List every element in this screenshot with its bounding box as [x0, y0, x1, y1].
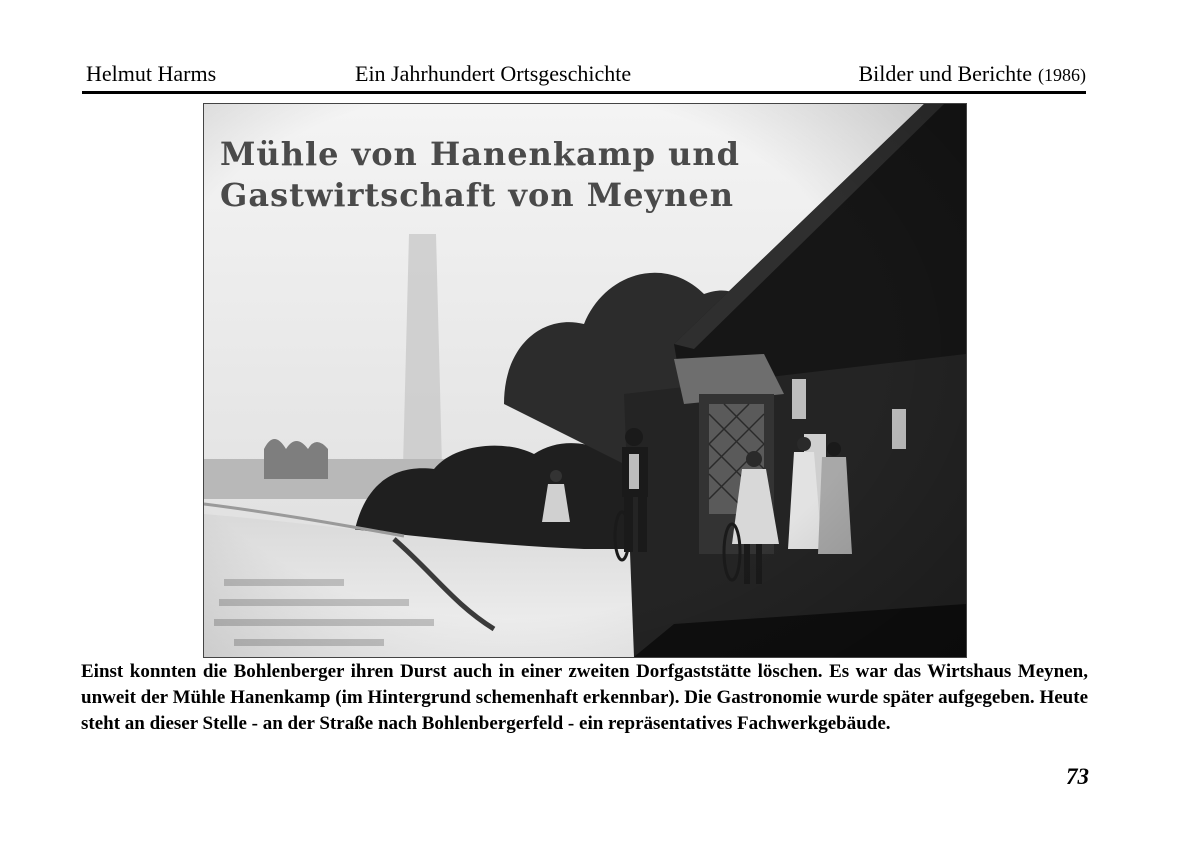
page-header: [84, 60, 1086, 90]
historic-photo: [203, 103, 967, 658]
header-year: (1986): [1038, 65, 1086, 85]
photo-title: [220, 134, 740, 216]
photo-title-line-1: Mühle von Hanenkamp und: [220, 135, 740, 173]
photo-title-line-2: Gastwirtschaft von Meynen: [220, 176, 734, 214]
header-rule: [82, 91, 1086, 94]
photo-caption: Einst konnten die Bohlenberger ihren Durst auch in einer zweiten Dorfgaststätte löschen. Es war das Wirtshaus Meynen, unweit der Mühle Hanenkamp (im Hintergrund schemenhaft erkennbar). Die Gastronomie wurde später aufgegeben. Heute steht an dieser Stelle - an der Straße nach Bohlenbergerfeld - ein repräsentatives Fachwerkgebäude.: [81, 661, 1088, 734]
header-series-group: [858, 60, 1086, 89]
header-book-title: Ein Jahrhundert Ortsgeschichte: [355, 61, 632, 86]
header-author: Helmut Harms: [86, 61, 217, 86]
page-number: 73: [1066, 764, 1089, 789]
header-series: Bilder und Berichte: [858, 61, 1032, 86]
